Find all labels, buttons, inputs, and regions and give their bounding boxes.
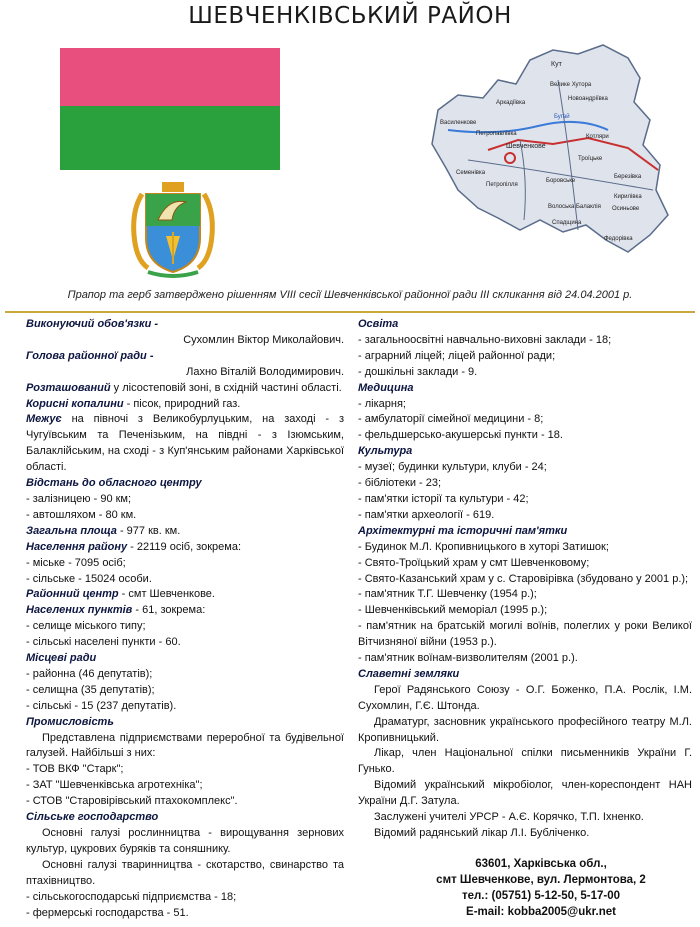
industry-text: Представлена підприємствами переробної та будівельної галузей. Найбільші з них: [26,731,344,760]
divider [5,311,695,313]
contact-block [420,856,662,920]
location-label: Розташований [26,381,111,394]
distance-heading: Відстань до обласного центру [26,477,202,490]
map-label: Петропавлівка [476,131,517,137]
agriculture-heading: Сільське господарство [26,811,159,824]
right-column [358,317,692,842]
map-label: Спадщина [552,220,582,226]
list-item: - селище міського типу; [26,620,146,633]
list-item: - пам'ятки археології - 619. [358,508,495,521]
list-item: - амбулаторії сімейної медицини - 8; [358,413,544,426]
map-label: Волоська Балаклія [548,204,601,210]
page-title: ШЕВЧЕНКІВСЬКИЙ РАЙОН [188,3,512,29]
settlements-text: - 61, зокрема: [132,604,206,617]
list-item: - лікарня; [358,397,406,410]
borders-paragraph [26,412,344,476]
list-item: - автошляхом - 80 км. [26,508,137,521]
area-paragraph [26,524,344,540]
list-item: Заслужені учителі УРСР - А.Є. Корячко, Т.П. Іхненко. [374,811,644,824]
center-label: Районний центр [26,588,119,601]
list-item: - сільськогосподарські підприємства - 18; [26,890,237,903]
map-label: Василенкове [440,120,477,126]
area-label: Загальна площа [26,524,117,537]
list-item: - пам'ятник на братській могилі воїнів, полеглих у роки Великої Вітчизняної війни (1953 р.). [358,620,692,649]
map-label: Семенівка [456,170,486,176]
location-paragraph [26,381,344,397]
list-item: - дошкільні заклади - 9. [358,365,478,378]
flag-bottom-stripe [60,106,280,170]
minerals-text: - пісок, природний газ. [123,397,241,410]
list-item: - фельдшерсько-акушерські пункти - 18. [358,429,563,442]
acting-head-label: Виконуючий обов'язки - [26,318,159,330]
medicine-heading: Медицина [358,381,414,394]
contact-address-line1: 63601, Харківська обл., [475,858,607,870]
contact-phone: тел.: (05751) 5-12-50, 5-17-00 [461,890,621,902]
list-item: - сільські - 15 (237 депутатів). [26,699,177,712]
list-item: - Шевченківський меморіал (1995 р.); [358,604,548,617]
list-item: Драматург, засновник українського професійного театру М.Л. Кропивницький. [358,715,692,744]
area-text: - 977 кв. км. [116,524,181,537]
list-item: - залізницею - 90 км; [26,492,132,505]
list-item: - Свято-Троїцький храм у смт Шевченковому; [358,556,590,569]
list-item: - загальноосвітні навчально-виховні заклади - 18; [358,333,612,346]
list-item: - фермерські господарства - 51. [26,906,189,919]
population-text: - 22119 осіб, зокрема: [127,540,242,553]
settlements-paragraph [26,603,344,619]
borders-label: Межує [26,413,62,426]
map-label: Федорівка [604,236,633,242]
list-item: - сільське - 15024 особи. [26,572,152,585]
contact-email: E-mail: kobba2005@ukr.net [466,906,616,918]
district-map [428,40,673,255]
list-item: - пам'ятник Т.Г. Шевченку (1954 р.); [358,588,537,601]
population-paragraph [26,540,344,556]
map-label: Кут [551,61,562,68]
list-item: Лікар, член Національної спілки письменників України Г. Гунько. [358,747,692,776]
center-paragraph [26,587,344,603]
map-label: Велике Хутора [550,82,592,88]
list-item: Відомий український мікробіолог, член-кореспондент НАН України Д.Г. Затула. [358,779,692,808]
location-text: у лісостеповій зоні, в східній частині області. [110,381,342,394]
population-label: Населення району [26,540,128,553]
culture-heading: Культура [358,445,413,458]
left-column [26,317,344,921]
map-label: Березівка [614,174,642,180]
contact-address-line2: смт Шевченкове, вул. Лермонтова, 2 [436,874,646,886]
flag-top-stripe [60,48,280,106]
list-item: - районна (46 депутатів); [26,667,153,680]
list-item: - бібліотеки - 23; [358,477,442,490]
list-item: Герої Радянського Союзу - О.Г. Боженко, П.А. Рослік, І.М. Сухомлин, Г.Є. Штонда. [358,683,692,712]
list-item: - Будинок М.Л. Кропивницького в хуторі Затишок; [358,540,609,553]
list-item: - ЗАТ "Шевченківська агротехніка"; [26,779,203,792]
agriculture-livestock-text: Основні галузі тваринництва - скотарство, свинарство та птахівництво. [26,858,344,887]
famous-heading: Славетні земляки [358,667,460,680]
list-item: - Свято-Казанський храм у с. Старовірівка (збудовано у 2001 р.); [358,572,689,585]
map-label: Новоандріївка [568,96,608,102]
map-label: Осиньове [612,206,640,212]
council-head-name: Лахно Віталій Володимирович. [186,365,344,378]
coat-of-arms-icon [128,180,218,278]
map-label: Боровське [546,178,576,184]
map-label: Котляри [586,134,609,140]
list-item: - музеї; будинки культури, клуби - 24; [358,461,547,474]
list-item: - міське - 7095 осіб; [26,556,126,569]
list-item: - селищна (35 депутатів); [26,683,155,696]
district-flag [60,48,280,170]
councils-heading: Місцеві ради [26,652,97,665]
list-item: - пам'ятник воїнам-визволителям (2001 р.). [358,652,578,665]
list-item: Відомий радянський лікар Л.І. Бубліченко. [374,827,590,839]
industry-heading: Промисловість [26,715,114,728]
flag-caption: Прапор та герб затверджено рішенням VIII сесії Шевченківської районної ради III скликання від 24.04.2001 р. [67,289,633,301]
settlements-label: Населених пунктів [26,604,133,617]
map-label: Петропілля [486,182,518,188]
list-item: - пам'ятки історії та культури - 42; [358,492,529,505]
list-item: - аграрний ліцей; ліцей районної ради; [358,349,556,362]
council-head-label: Голова районної ради - [26,349,154,362]
list-item: - ТОВ ВКФ "Старк"; [26,763,124,776]
acting-head-name: Сухомлин Віктор Миколайович. [183,333,344,346]
map-label: Аркадіївка [496,100,526,106]
monuments-heading: Архітектурні та історичні пам'ятки [358,524,568,537]
list-item: - СТОВ "Старовірівський птахокомплекс". [26,795,238,808]
center-text: - смт Шевченкове. [118,588,215,601]
list-item: - сільські населені пункти - 60. [26,636,181,649]
map-label: Шевченкове [506,143,546,150]
map-label: Троїцьке [578,156,603,162]
map-label: Кирилівка [614,194,642,200]
education-heading: Освіта [358,318,399,330]
minerals-label: Корисні копалини [26,397,124,410]
agriculture-crops-text: Основні галузі рослинництва - вирощування зернових культур, цукрових буряків та соняшнику. [26,827,344,855]
borders-text: на півночі з Великобурлуцьким, на заході - з Чугуївським та Печенізьким, на півдні - з Ізюмським, Балаклійським, на сході - з Куп'янським районами Харківської області. [26,413,344,474]
map-label: Бугай [554,114,570,120]
minerals-paragraph [26,397,344,413]
